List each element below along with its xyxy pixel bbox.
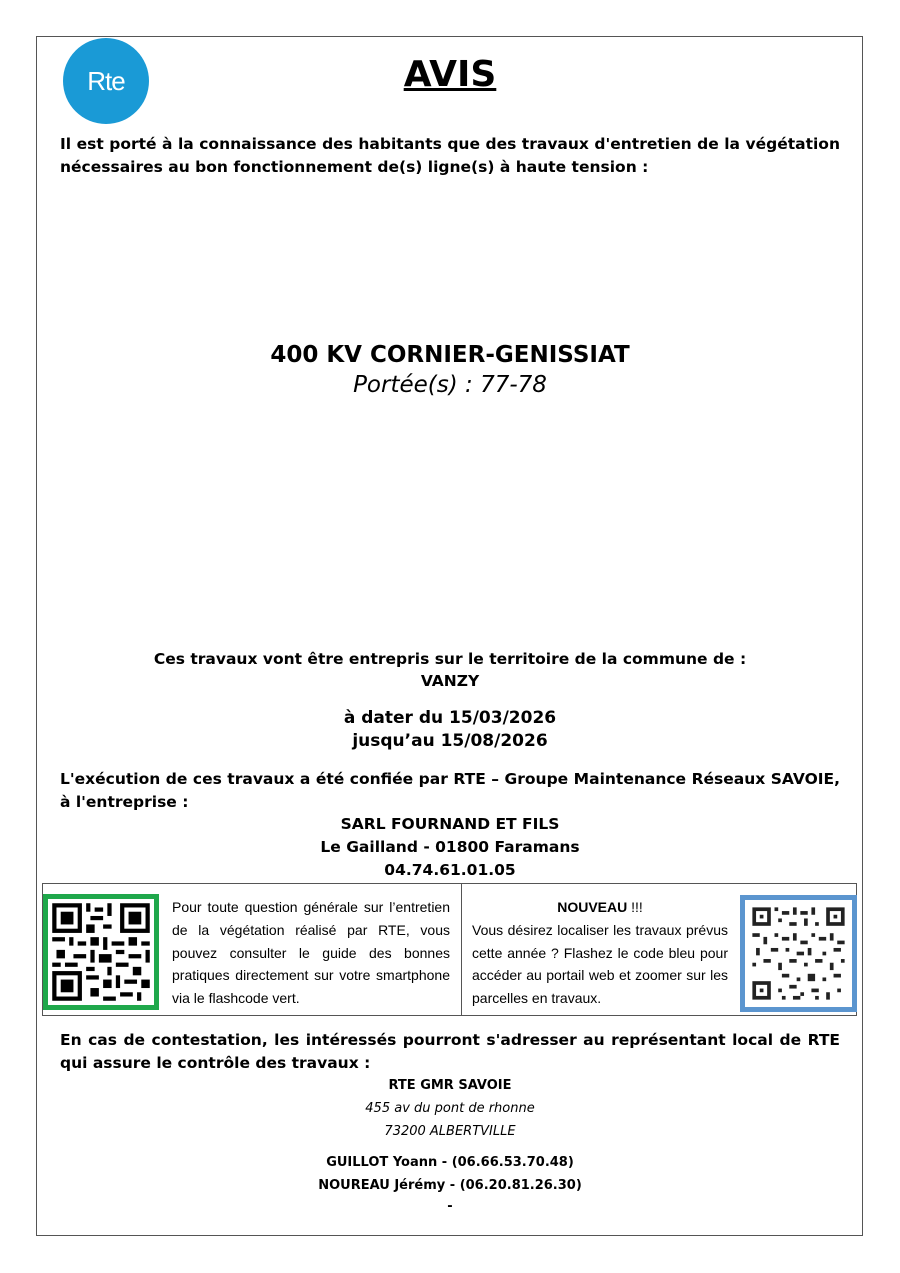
blue-qr-description: [472, 896, 728, 1010]
contest-text: En cas de contestation, les intéressés pourront s'adresser au représentant local de RTE qui assure le contrôle des travaux :: [60, 1031, 840, 1072]
qr-code-icon: [48, 899, 154, 1005]
qr-code-icon: [745, 900, 852, 1007]
commune-intro: Ces travaux vont être entrepris sur le territoire de la commune de :: [153, 650, 747, 668]
contact-org: RTE GMR SAVOIE: [388, 1078, 512, 1093]
qr-info-box: [42, 883, 857, 1016]
blue-qr-code[interactable]: [740, 895, 857, 1012]
power-line-name: 400 KV CORNIER-GENISSIAT: [270, 342, 630, 368]
green-qr-code[interactable]: [43, 894, 159, 1010]
company-phone: 04.74.61.01.05: [384, 861, 516, 879]
date-from: à dater du 15/03/2026: [343, 708, 557, 728]
contact-dash: -: [447, 1199, 453, 1214]
rte-logo: Rte: [63, 38, 149, 124]
contact-person-2: NOUREAU Jérémy - (06.20.81.26.30): [318, 1178, 582, 1193]
company-address: Le Gailland - 01800 Faramans: [320, 838, 580, 856]
qr-divider: [461, 884, 462, 1015]
page-title: AVIS: [403, 54, 497, 95]
date-to: jusqu’au 15/08/2026: [352, 731, 548, 751]
blue-qr-text: Vous désirez localiser les travaux prévus cette année ? Flashez le code bleu pour accéder au portail web et zoomer sur les parcelles en travaux.: [472, 921, 728, 1007]
power-line-spans: Portée(s) : 77-78: [353, 372, 547, 398]
execution-text: L'exécution de ces travaux a été confiée par RTE – Groupe Maintenance Réseaux SAVOIE, à l'entreprise :: [60, 770, 840, 811]
contact-street: 455 av du pont de rhonne: [365, 1101, 535, 1116]
commune-name: VANZY: [420, 672, 480, 690]
contact-person-1: GUILLOT Yoann - (06.66.53.70.48): [326, 1155, 574, 1170]
green-qr-description: Pour toute question générale sur l’entretien de la végétation réalisé par RTE, vous pouvez consulter le guide des bonnes pratiques directement sur votre smartphone via le flashcode vert.: [172, 899, 450, 1007]
intro-text: Il est porté à la connaissance des habitants que des travaux d'entretien de la végétation nécessaires au bon fonctionnement de(s) ligne(s) à haute tension :: [60, 135, 840, 176]
company-name: SARL FOURNAND ET FILS: [340, 815, 560, 833]
nouveau-heading: NOUVEAU !!!: [557, 899, 643, 915]
contact-city: 73200 ALBERTVILLE: [384, 1124, 516, 1139]
